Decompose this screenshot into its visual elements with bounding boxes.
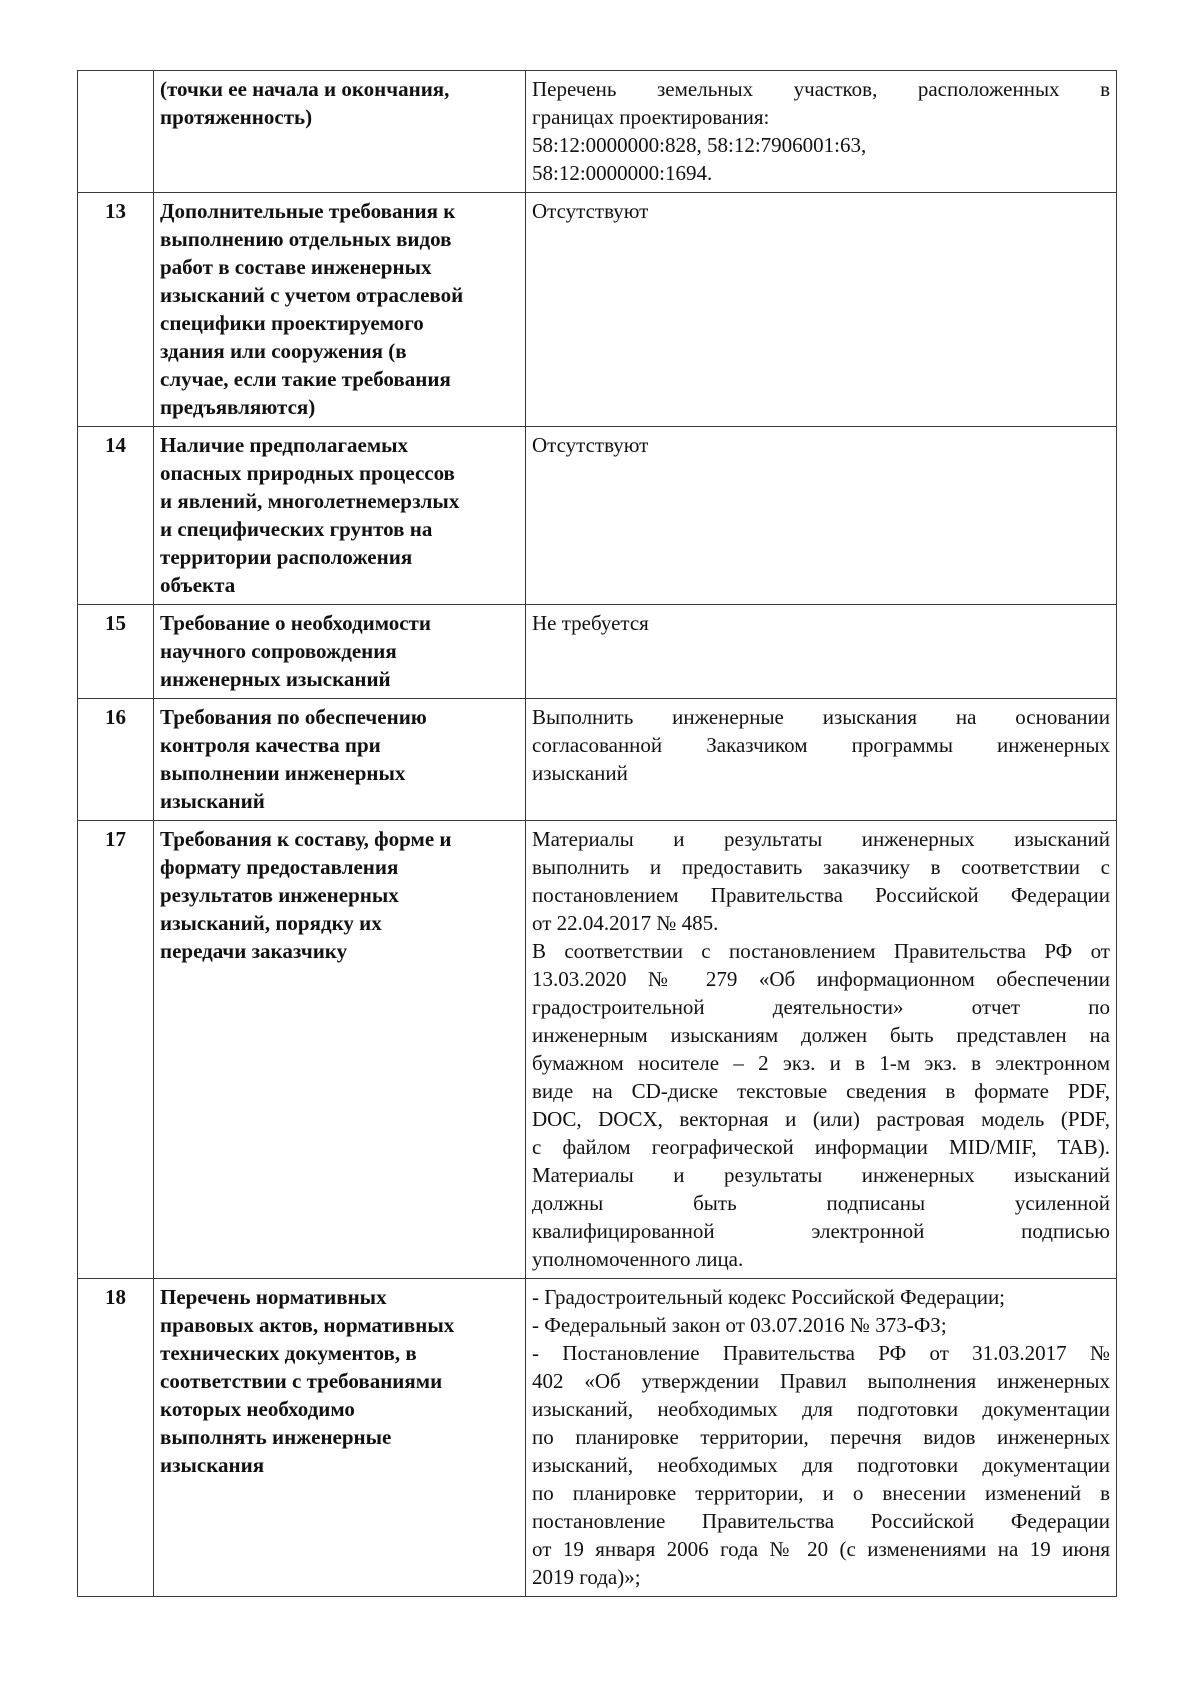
requirement-name-line: изыскания [160,1453,265,1477]
requirement-name-line: результатов инженерных [160,883,399,907]
row-number: 15 [78,605,154,699]
table-row [78,605,1117,699]
requirement-value-line: виде на CD-диске текстовые сведения в формате PDF, [532,1079,1110,1103]
requirement-name [154,71,526,193]
requirement-value-line: с файлом географической информации MID/MIF, TAB). [532,1135,1110,1159]
requirement-value-line: - Постановление Правительства РФ от 31.03.2017 № [532,1341,1110,1365]
requirement-value [526,193,1117,427]
row-number [78,71,154,193]
requirement-value [526,71,1117,193]
row-number: 16 [78,699,154,821]
requirement-value-line: изысканий [532,761,628,785]
table-row [78,71,1117,193]
requirement-name-line: изысканий с учетом отраслевой [160,283,464,307]
requirement-name-line: Требование о необходимости [160,611,431,635]
requirement-value-line: по планировке территории, перечня видов инженерных [532,1425,1110,1449]
requirement-value-line: Перечень земельных участков, расположенных в [532,77,1110,101]
requirement-name-line: выполнении инженерных [160,761,406,785]
requirement-value-line: инженерным изысканиям должен быть представлен на [532,1023,1110,1047]
requirement-value-line: Материалы и результаты инженерных изысканий [532,827,1110,851]
table-row [78,193,1117,427]
requirement-name-line: Перечень нормативных [160,1285,387,1309]
requirement-name-line: и специфических грунтов на [160,517,433,541]
requirement-name [154,193,526,427]
requirement-name [154,821,526,1279]
requirement-value-line: выполнить и предоставить заказчику в соответствии с [532,855,1110,879]
requirement-name-line: (точки ее начала и окончания, [160,77,450,101]
requirement-name-line: Наличие предполагаемых [160,433,409,457]
table-row [78,821,1117,1279]
requirement-name-line: объекта [160,573,236,597]
requirement-value-line: от 22.04.2017 № 485. [532,911,719,935]
requirement-value-line: DOC, DOCX, векторная и (или) растровая модель (PDF, [532,1107,1110,1131]
requirement-name-line: формату предоставления [160,855,399,879]
requirement-name-line: которых необходимо [160,1397,355,1421]
requirement-name-line: случае, если такие требования [160,367,451,391]
requirement-name-line: выполнять инженерные [160,1425,392,1449]
requirement-value-line: Материалы и результаты инженерных изысканий [532,1163,1110,1187]
requirement-value [526,699,1117,821]
requirement-name-line: соответствии с требованиями [160,1369,443,1393]
row-number: 14 [78,427,154,605]
row-number: 13 [78,193,154,427]
requirement-name-line: и явлений, многолетнемерзлых [160,489,460,513]
requirement-value-line: от 19 января 2006 года № 20 (с изменениями на 19 июня [532,1537,1110,1561]
requirement-value-line: должны быть подписаны усиленной [532,1191,1110,1215]
requirement-value-line: согласованной Заказчиком программы инженерных [532,733,1110,757]
requirement-value [526,427,1117,605]
requirement-value-line: 58:12:0000000:1694. [532,161,713,185]
row-number: 18 [78,1279,154,1597]
table-row [78,1279,1117,1597]
requirement-value [526,605,1117,699]
requirement-value-line: - Градостроительный кодекс Российской Федерации; [532,1285,1006,1309]
requirement-value-line: по планировке территории, и о внесении изменений в [532,1481,1110,1505]
requirement-value-line: постановление Правительства Российской Федерации [532,1509,1110,1533]
requirement-value-line: 13.03.2020 № 279 «Об информационном обеспечении [532,967,1110,991]
requirement-value [526,1279,1117,1597]
requirement-name [154,427,526,605]
requirement-name-line: опасных природных процессов [160,461,455,485]
requirement-name-line: территории расположения [160,545,413,569]
requirement-name [154,1279,526,1597]
requirement-name-line: Требования по обеспечению [160,705,427,729]
requirement-value-line: Выполнить инженерные изыскания на основании [532,705,1110,729]
requirement-name-line: здания или сооружения (в [160,339,407,363]
requirement-value-line: В соответствии с постановлением Правительства РФ от [532,939,1110,963]
requirements-table-body [78,71,1117,1597]
requirement-value-line: Отсутствуют [532,433,649,457]
requirement-value-line: границах проектирования: [532,105,770,129]
requirement-value-line: уполномоченного лица. [532,1247,744,1271]
requirement-name [154,699,526,821]
requirement-value-line: квалифицированной электронной подписью [532,1219,1110,1243]
requirement-name-line: предъявляются) [160,395,316,419]
requirement-name-line: Требования к составу, форме и [160,827,452,851]
requirement-value [526,821,1117,1279]
requirement-name-line: протяженность) [160,105,313,129]
requirement-name-line: Дополнительные требования к [160,199,456,223]
requirement-name-line: специфики проектируемого [160,311,424,335]
requirement-name-line: научного сопровождения [160,639,397,663]
requirement-name-line: изысканий, порядку их [160,911,382,935]
requirement-name-line: выполнению отдельных видов [160,227,452,251]
requirement-value-line: Отсутствуют [532,199,649,223]
requirement-value-line: постановлением Правительства Российской Федерации [532,883,1110,907]
requirement-value-line: изысканий, необходимых для подготовки документации [532,1397,1110,1421]
table-row [78,427,1117,605]
requirement-name-line: передачи заказчику [160,939,348,963]
requirements-table [77,70,1117,1597]
row-number: 17 [78,821,154,1279]
requirement-value-line: бумажном носителе – 2 экз. и в 1-м экз. в электронном [532,1051,1110,1075]
requirement-name-line: работ в составе инженерных [160,255,432,279]
requirement-value-line: изысканий, необходимых для подготовки документации [532,1453,1110,1477]
requirement-value-line: - Федеральный закон от 03.07.2016 № 373-ФЗ; [532,1313,947,1337]
requirement-name-line: технических документов, в [160,1341,417,1365]
requirement-name-line: правовых актов, нормативных [160,1313,455,1337]
requirement-name-line: контроля качества при [160,733,381,757]
requirement-name [154,605,526,699]
requirement-name-line: изысканий [160,789,265,813]
requirement-value-line: 402 «Об утверждении Правил выполнения инженерных [532,1369,1110,1393]
requirement-value-line: Не требуется [532,611,649,635]
requirement-value-line: градостроительной деятельности» отчет по [532,995,1110,1019]
table-row [78,699,1117,821]
requirement-value-line: 58:12:0000000:828, 58:12:7906001:63, [532,133,867,157]
requirement-name-line: инженерных изысканий [160,667,391,691]
requirement-value-line: 2019 года)»; [532,1565,641,1589]
